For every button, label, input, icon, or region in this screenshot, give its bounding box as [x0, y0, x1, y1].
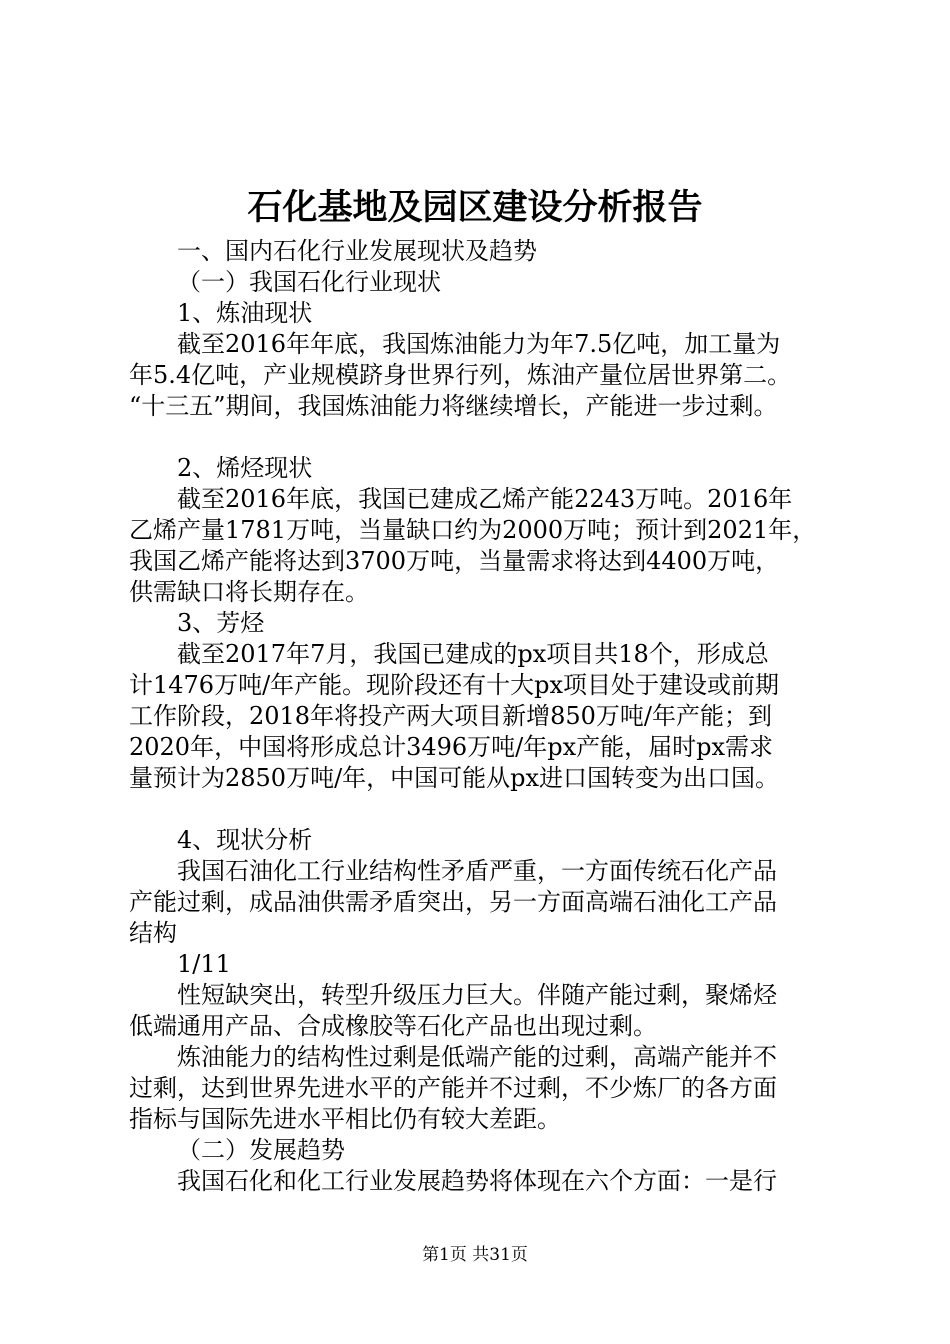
paragraph-line: 结构 [129, 919, 177, 947]
paragraph-line: 性短缺突出，转型升级压力巨大。伴随产能过剩，聚烯烃 [177, 981, 777, 1009]
paragraph-line: 产能过剩，成品油供需矛盾突出，另一方面高端石油化工产品 [129, 888, 777, 916]
page-footer: 第1页 共31页 [422, 1245, 528, 1265]
paragraph-line: 我国石油化工行业结构性矛盾严重，一方面传统石化产品 [177, 857, 777, 885]
section-heading: 一、国内石化行业发展现状及趋势 [177, 237, 537, 265]
item-heading: 2、烯烃现状 [177, 454, 313, 482]
item-heading: 3、芳烃 [177, 609, 265, 637]
paragraph-line: 截至2016年年底，我国炼油能力为年7.5亿吨，加工量为 [177, 330, 781, 358]
paragraph-line: 乙烯产量1781万吨，当量缺口约为2000万吨；预计到2021年， [129, 516, 817, 544]
document-title: 石化基地及园区建设分析报告 [247, 187, 703, 228]
page-marker: 1/11 [177, 950, 231, 978]
paragraph-line: 截至2017年7月，我国已建成的px项目共18个，形成总 [177, 640, 769, 668]
paragraph-line: 供需缺口将长期存在。 [129, 578, 369, 606]
paragraph-line: “十三五”期间，我国炼油能力将继续增长，产能进一步过剩。 [129, 392, 778, 420]
document-body [129, 236, 841, 1197]
paragraph-line: 指标与国际先进水平相比仍有较大差距。 [129, 1105, 561, 1133]
paragraph-line: 2020年，中国将形成总计3496万吨/年px产能，届时px需求 [129, 733, 774, 761]
paragraph-line: 炼油能力的结构性过剩是低端产能的过剩，高端产能并不 [177, 1043, 777, 1071]
paragraph-line: 我国乙烯产能将达到3700万吨，当量需求将达到4400万吨， [129, 547, 780, 575]
paragraph-line: 计1476万吨/年产能。现阶段还有十大px项目处于建设或前期 [129, 671, 780, 699]
paragraph-line: 量预计为2850万吨/年，中国可能从px进口国转变为出口国。 [129, 764, 780, 792]
paragraph-line: 年5.4亿吨，产业规模跻身世界行列，炼油产量位居世界第二。 [129, 361, 792, 389]
subsection-heading: （二）发展趋势 [177, 1136, 345, 1164]
blank-line [129, 422, 841, 453]
item-heading: 1、炼油现状 [177, 299, 313, 327]
item-heading: 4、现状分析 [177, 826, 313, 854]
blank-line [129, 794, 841, 825]
subsection-heading: （一）我国石化行业现状 [177, 268, 441, 296]
paragraph-line: 过剩，达到世界先进水平的产能并不过剩，不少炼厂的各方面 [129, 1074, 777, 1102]
paragraph-line: 我国石化和化工行业发展趋势将体现在六个方面：一是行 [177, 1167, 777, 1195]
paragraph-line: 截至2016年底，我国已建成乙烯产能2243万吨。2016年 [177, 485, 793, 513]
paragraph-line: 工作阶段，2018年将投产两大项目新增850万吨/年产能；到 [129, 702, 772, 730]
paragraph-line: 低端通用产品、合成橡胶等石化产品也出现过剩。 [129, 1012, 657, 1040]
